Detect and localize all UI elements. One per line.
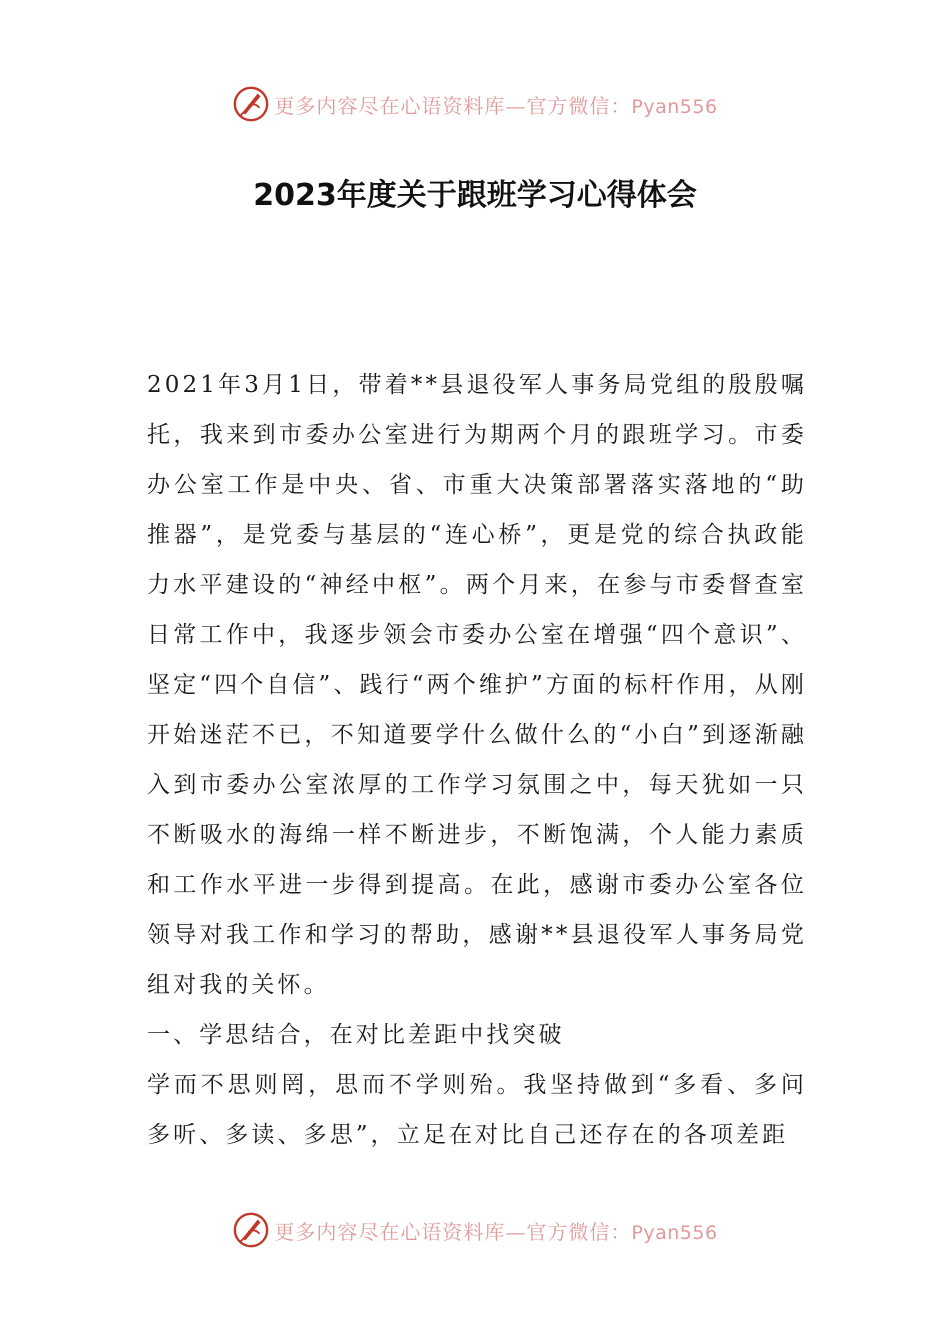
quill-logo-icon [232, 85, 270, 123]
watermark-handle: Pyan556 [631, 1221, 718, 1244]
paragraph-section-1: 学而不思则罔，思而不学则殆。我坚持做到“多看、多问多听、多读、多思”，立足在对比自己还存在的各项差距 [147, 1072, 807, 1148]
watermark-prefix: 更多内容尽在心语资料库—官方微信： [274, 93, 632, 118]
paragraph-intro: 2021年3月1日，带着**县退役军人事务局党组的殷殷嘱托，我来到市委办公室进行为期两个月的跟班学习。市委办公室工作是中央、省、市重大决策部署落实落地的“助推器”，是党委与基层的“连心桥”，更是党的综合执政能力水平建设的“神经中枢”。两个月来，在参与市委督查室日常工作中，我逐步领会市委办公室在增强“四个意识”、坚定“四个自信”、践行“两个维护”方面的标杆作用，从刚开始迷茫不已，不知道要学什么做什么的“小白”到逐渐融入到市委办公室浓厚的工作学习氛围之中，每天犹如一只不断吸水的海绵一样不断进步，不断饱满，个人能力素质和工作水平进一步得到提高。在此，感谢市委办公室各位领导对我工作和学习的帮助，感谢**县退役军人事务局党组对我的关怀。 [147, 372, 807, 998]
footer-watermark-banner [0, 1206, 950, 1254]
watermark-text [274, 1216, 717, 1245]
watermark-handle: Pyan556 [631, 95, 718, 118]
document-title: 2023年度关于跟班学习心得体会 [253, 178, 697, 213]
header-watermark-banner [0, 80, 950, 128]
watermark-prefix: 更多内容尽在心语资料库—官方微信： [274, 1219, 632, 1244]
quill-logo-icon [232, 1211, 270, 1249]
document-body [147, 360, 807, 1160]
section-heading: 一、学思结合，在对比差距中找突破 [147, 1022, 565, 1048]
watermark-text [274, 90, 717, 119]
